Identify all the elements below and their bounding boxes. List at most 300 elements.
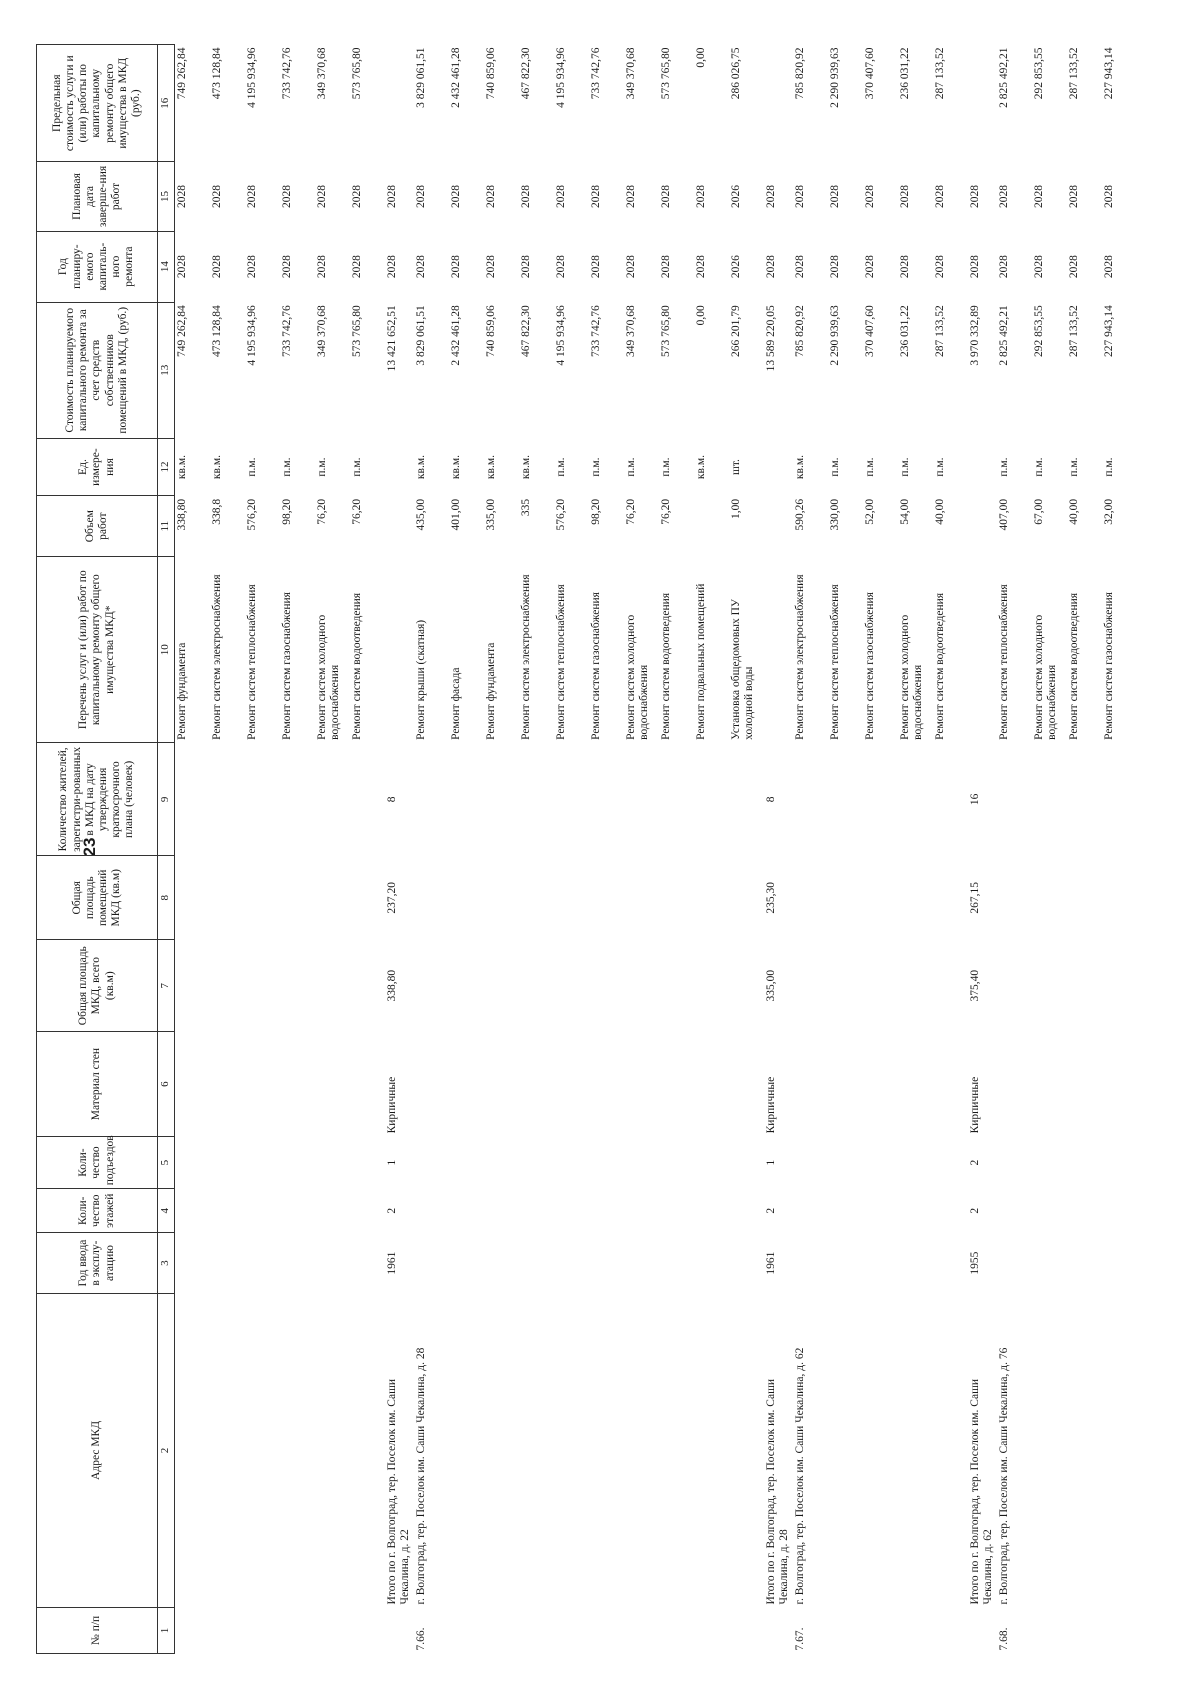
cell-volume: 335,00 xyxy=(485,498,497,531)
cell-area-total xyxy=(1032,940,1067,1032)
cell-entrances: 1 xyxy=(386,1159,398,1166)
cell-floors xyxy=(519,1189,554,1233)
cell-year: 2026 xyxy=(730,255,742,279)
cell-material xyxy=(863,1032,898,1137)
cell-area-rooms xyxy=(1067,856,1102,940)
cell-work xyxy=(764,557,793,743)
cell-volume xyxy=(385,496,414,557)
cell-date: 2028 xyxy=(246,184,258,208)
cell-work: Ремонт систем теплоснабжения xyxy=(246,584,258,740)
cell-entrances xyxy=(414,1136,449,1188)
cell-entrances xyxy=(659,1136,694,1188)
cell-limit: 467 822,30 xyxy=(520,47,532,100)
cell-entrances xyxy=(210,1136,245,1188)
cell-work: Ремонт систем электроснабжения xyxy=(211,574,223,740)
cell-floors xyxy=(828,1189,863,1233)
cell-floors xyxy=(484,1189,519,1233)
cell-no xyxy=(385,1607,414,1653)
header-cell: Год ввода в эксплу-атацию xyxy=(37,1233,158,1294)
cell-residents xyxy=(210,743,245,856)
cell-limit: 236 031,22 xyxy=(899,47,911,100)
cell-residents xyxy=(414,743,449,856)
cell-year: 2028 xyxy=(829,255,841,279)
column-number: 1 xyxy=(158,1607,175,1653)
cell-volume: 401,00 xyxy=(450,498,462,531)
cell-no xyxy=(589,1607,624,1653)
cell-volume: 40,00 xyxy=(1068,498,1080,525)
cell-area-rooms: 235,30 xyxy=(765,881,777,914)
cell-area-total: 375,40 xyxy=(969,969,981,1002)
cell-area-rooms xyxy=(519,856,554,940)
cell-cost: 749 262,84 xyxy=(176,305,188,357)
cell-floors xyxy=(315,1189,350,1233)
cell-cost: 349 370,68 xyxy=(625,305,637,357)
cell-year: 2028 xyxy=(660,255,672,279)
cell-built xyxy=(863,1233,898,1294)
cell-built xyxy=(793,1233,828,1294)
cell-volume: 407,00 xyxy=(998,498,1010,531)
cell-work: Ремонт систем газоснабжения xyxy=(281,592,293,740)
cell-residents xyxy=(519,743,554,856)
cell-floors xyxy=(1102,1189,1137,1233)
cell-address xyxy=(280,1293,315,1607)
cell-address xyxy=(694,1293,729,1607)
cell-limit: 4 195 934,96 xyxy=(555,47,567,108)
cell-entrances xyxy=(1102,1136,1137,1188)
cell-residents: 16 xyxy=(969,793,981,806)
cell-cost: 236 031,22 xyxy=(899,305,911,357)
cell-cost: 370 407,60 xyxy=(864,305,876,357)
cell-year: 2028 xyxy=(316,255,328,279)
cell-address xyxy=(863,1293,898,1607)
cell-address xyxy=(245,1293,280,1607)
cell-limit: 370 407,60 xyxy=(864,47,876,100)
table-row xyxy=(694,45,729,1654)
cell-unit: п.м. xyxy=(934,457,946,477)
cell-floors xyxy=(694,1189,729,1233)
cell-area-total xyxy=(350,940,385,1032)
cell-entrances xyxy=(175,1136,211,1188)
cell-limit: 740 859,06 xyxy=(485,47,497,100)
column-number: 8 xyxy=(158,856,175,940)
cell-built: 1961 xyxy=(386,1251,398,1275)
cell-material xyxy=(1067,1032,1102,1137)
column-number: 9 xyxy=(158,743,175,856)
cell-unit: кв.м. xyxy=(415,455,427,480)
cell-year: 2028 xyxy=(1033,255,1045,279)
cell-unit: п.м. xyxy=(316,457,328,477)
cell-address xyxy=(898,1293,933,1607)
cell-area-total xyxy=(863,940,898,1032)
cell-work: Ремонт систем теплоснабжения xyxy=(998,584,1010,740)
cell-work xyxy=(968,557,997,743)
cell-entrances xyxy=(484,1136,519,1188)
cell-area-total xyxy=(694,940,729,1032)
cell-no: 7.67. xyxy=(794,1627,806,1651)
cell-cost: 3 829 061,51 xyxy=(415,305,427,366)
cell-entrances xyxy=(863,1136,898,1188)
cell-limit xyxy=(968,45,997,162)
cell-area-total xyxy=(997,940,1032,1032)
cell-cost: 740 859,06 xyxy=(485,305,497,357)
cell-limit: 733 742,76 xyxy=(281,47,293,100)
cell-floors xyxy=(554,1189,589,1233)
cell-year: 2028 xyxy=(351,255,363,279)
cell-area-total xyxy=(624,940,659,1032)
cell-volume: 32,00 xyxy=(1103,498,1115,525)
cell-address: Итого по г. Волгоград, тер. Поселок им. Саши Чекалина, д. 22 xyxy=(386,1378,412,1605)
cell-built xyxy=(694,1233,729,1294)
cell-unit: п.м. xyxy=(829,457,841,477)
cell-material xyxy=(793,1032,828,1137)
cell-volume: 76,20 xyxy=(316,498,328,525)
cell-area-total xyxy=(245,940,280,1032)
cell-cost: 467 822,30 xyxy=(520,305,532,357)
table-row xyxy=(449,45,484,1654)
cell-area-rooms xyxy=(1032,856,1067,940)
table-row xyxy=(624,45,659,1654)
cell-residents xyxy=(694,743,729,856)
column-number: 3 xyxy=(158,1233,175,1294)
cell-work: Ремонт систем электроснабжения xyxy=(520,574,532,740)
cell-unit: п.м. xyxy=(555,457,567,477)
cell-area-rooms xyxy=(898,856,933,940)
cell-year: 2028 xyxy=(450,255,462,279)
cell-volume: 1,00 xyxy=(730,498,742,519)
cell-work: Ремонт систем холодного водоснабжения xyxy=(316,614,342,740)
cell-area-total xyxy=(793,940,828,1032)
cell-residents xyxy=(624,743,659,856)
cell-built xyxy=(828,1233,863,1294)
cell-built xyxy=(484,1233,519,1294)
cell-address: Итого по г. Волгоград, тер. Поселок им. Саши Чекалина, д. 28 xyxy=(765,1378,791,1605)
cell-date: 2028 xyxy=(415,184,427,208)
cell-date: 2028 xyxy=(998,184,1010,208)
cell-date: 2028 xyxy=(386,184,398,208)
cell-no xyxy=(694,1607,729,1653)
cell-residents xyxy=(554,743,589,856)
cell-residents xyxy=(315,743,350,856)
cell-address xyxy=(828,1293,863,1607)
cell-entrances xyxy=(729,1136,764,1188)
cell-address xyxy=(589,1293,624,1607)
cell-limit: 733 742,76 xyxy=(590,47,602,100)
header-cell: Коли-чество этажей xyxy=(37,1189,158,1233)
cell-limit: 473 128,84 xyxy=(211,47,223,100)
cell-volume: 40,00 xyxy=(934,498,946,525)
cell-date: 2028 xyxy=(829,184,841,208)
cell-year: 2028 xyxy=(625,255,637,279)
cell-residents xyxy=(793,743,828,856)
header-cell: № п/п xyxy=(37,1607,158,1653)
cell-address xyxy=(1067,1293,1102,1607)
cell-no xyxy=(280,1607,315,1653)
cell-floors xyxy=(449,1189,484,1233)
column-number: 13 xyxy=(158,302,175,438)
cell-unit: шт. xyxy=(730,459,742,475)
cell-material: Кирпичные xyxy=(386,1076,398,1134)
cell-limit: 2 825 492,21 xyxy=(998,47,1010,108)
cell-area-total xyxy=(175,940,211,1032)
header-cell: Год планиру-емого капиталь-ного ремонта xyxy=(37,231,158,302)
cell-address: Итого по г. Волгоград, тер. Поселок им. Саши Чекалина, д. 62 xyxy=(969,1378,995,1605)
cell-area-total xyxy=(414,940,449,1032)
cell-work: Ремонт фундамента xyxy=(485,642,497,740)
cell-no xyxy=(449,1607,484,1653)
cell-cost: 4 195 934,96 xyxy=(246,305,258,366)
cell-volume: 590,26 xyxy=(794,498,806,531)
cell-entrances xyxy=(554,1136,589,1188)
cell-built xyxy=(315,1233,350,1294)
cell-work: Ремонт систем водоотведения xyxy=(934,592,946,740)
cell-built xyxy=(210,1233,245,1294)
cell-date: 2028 xyxy=(176,184,188,208)
cell-area-rooms xyxy=(449,856,484,940)
cell-address xyxy=(1102,1293,1137,1607)
cell-date: 2028 xyxy=(316,184,328,208)
cell-area-rooms xyxy=(863,856,898,940)
cell-area-total xyxy=(828,940,863,1032)
cell-entrances xyxy=(280,1136,315,1188)
cell-area-total xyxy=(898,940,933,1032)
cell-material xyxy=(624,1032,659,1137)
cell-residents xyxy=(245,743,280,856)
cell-work: Ремонт фундамента xyxy=(176,642,188,740)
cell-work: Ремонт систем газоснабжения xyxy=(590,592,602,740)
cell-limit: 287 133,52 xyxy=(934,47,946,100)
cell-no xyxy=(659,1607,694,1653)
cell-work: Ремонт систем холодного водоснабжения xyxy=(625,614,651,740)
cell-limit: 0,00 xyxy=(695,47,707,68)
header-row xyxy=(37,45,158,1654)
cell-unit: п.м. xyxy=(246,457,258,477)
total-row xyxy=(968,45,997,1654)
cell-date: 2028 xyxy=(1068,184,1080,208)
cell-entrances xyxy=(350,1136,385,1188)
table-body xyxy=(175,45,1138,1654)
column-number: 15 xyxy=(158,162,175,231)
cell-cost: 349 370,68 xyxy=(316,305,328,357)
cell-no xyxy=(484,1607,519,1653)
cell-material xyxy=(694,1032,729,1137)
cell-year: 2028 xyxy=(176,255,188,279)
cell-address xyxy=(315,1293,350,1607)
cell-limit: 2 290 939,63 xyxy=(829,47,841,108)
table-row xyxy=(589,45,624,1654)
cell-material xyxy=(589,1032,624,1137)
table-row xyxy=(175,45,211,1654)
cell-material xyxy=(350,1032,385,1137)
cell-unit: кв.м. xyxy=(176,455,188,480)
cell-address xyxy=(729,1293,764,1607)
cell-year: 2028 xyxy=(969,255,981,279)
table-row xyxy=(1067,45,1102,1654)
column-number: 7 xyxy=(158,940,175,1032)
cell-built xyxy=(1102,1233,1137,1294)
cell-area-total xyxy=(280,940,315,1032)
cell-work: Ремонт крыши (скатная) xyxy=(415,619,427,740)
table-row xyxy=(997,45,1032,1654)
cell-no xyxy=(554,1607,589,1653)
cell-entrances xyxy=(1032,1136,1067,1188)
cell-area-rooms xyxy=(175,856,211,940)
cell-volume xyxy=(694,496,729,557)
cell-entrances xyxy=(449,1136,484,1188)
cell-material xyxy=(933,1032,968,1137)
header-cell: Материал стен xyxy=(37,1032,158,1137)
cell-built xyxy=(350,1233,385,1294)
cell-no xyxy=(1102,1607,1137,1653)
cell-built xyxy=(414,1233,449,1294)
table-row xyxy=(1032,45,1067,1654)
cell-no xyxy=(1032,1607,1067,1653)
cell-residents xyxy=(933,743,968,856)
cell-volume: 76,20 xyxy=(351,498,363,525)
cell-area-rooms xyxy=(280,856,315,940)
cell-area-rooms xyxy=(350,856,385,940)
cell-date: 2028 xyxy=(695,184,707,208)
cell-limit: 749 262,84 xyxy=(176,47,188,100)
cell-limit: 349 370,68 xyxy=(625,47,637,100)
cell-cost: 227 943,14 xyxy=(1103,305,1115,357)
table-row xyxy=(554,45,589,1654)
cell-unit: п.м. xyxy=(351,457,363,477)
cell-residents xyxy=(280,743,315,856)
table-row xyxy=(519,45,554,1654)
cell-volume: 98,20 xyxy=(590,498,602,525)
cell-unit xyxy=(968,438,997,496)
cell-area-total xyxy=(484,940,519,1032)
cell-entrances xyxy=(624,1136,659,1188)
cell-address xyxy=(624,1293,659,1607)
column-number: 11 xyxy=(158,496,175,557)
cell-limit: 227 943,14 xyxy=(1103,47,1115,100)
cell-work: Ремонт систем холодного водоснабжения xyxy=(1033,614,1059,740)
cell-no xyxy=(933,1607,968,1653)
cell-cost: 785 820,92 xyxy=(794,305,806,357)
cell-built xyxy=(1032,1233,1067,1294)
cell-address xyxy=(519,1293,554,1607)
cell-area-rooms: 237,20 xyxy=(386,881,398,914)
cell-no xyxy=(519,1607,554,1653)
cell-unit: п.м. xyxy=(1068,457,1080,477)
total-row xyxy=(385,45,414,1654)
cell-area-rooms xyxy=(1102,856,1137,940)
cell-cost: 3 970 332,89 xyxy=(969,305,981,366)
cell-floors xyxy=(210,1189,245,1233)
cell-date: 2028 xyxy=(211,184,223,208)
cell-limit: 286 026,75 xyxy=(730,47,742,100)
table-row xyxy=(210,45,245,1654)
cell-residents xyxy=(659,743,694,856)
cell-no xyxy=(175,1607,211,1653)
cell-unit: кв.м. xyxy=(794,455,806,480)
cell-volume: 54,00 xyxy=(899,498,911,525)
cell-built xyxy=(624,1233,659,1294)
cell-no xyxy=(828,1607,863,1653)
cell-entrances xyxy=(793,1136,828,1188)
cell-no xyxy=(245,1607,280,1653)
cell-area-rooms xyxy=(933,856,968,940)
cell-floors xyxy=(1067,1189,1102,1233)
cell-date: 2028 xyxy=(1103,184,1115,208)
cell-cost: 2 825 492,21 xyxy=(998,305,1010,366)
cell-area-rooms xyxy=(315,856,350,940)
cell-volume: 67,00 xyxy=(1033,498,1045,525)
cell-material xyxy=(210,1032,245,1137)
cell-floors xyxy=(793,1189,828,1233)
cell-entrances xyxy=(519,1136,554,1188)
cell-work: Ремонт систем теплоснабжения xyxy=(829,584,841,740)
header-cell: Коли-чество подъездов xyxy=(37,1136,158,1188)
header-cell: Ед. измере-ния xyxy=(37,438,158,496)
cell-area-total xyxy=(933,940,968,1032)
cell-date: 2026 xyxy=(730,184,742,208)
cell-cost: 13 421 652,51 xyxy=(386,305,398,372)
cell-address xyxy=(210,1293,245,1607)
cell-built xyxy=(729,1233,764,1294)
cell-work xyxy=(385,557,414,743)
cell-residents xyxy=(1032,743,1067,856)
cell-entrances xyxy=(828,1136,863,1188)
cell-entrances xyxy=(315,1136,350,1188)
cell-no xyxy=(350,1607,385,1653)
cell-built xyxy=(898,1233,933,1294)
cell-year: 2028 xyxy=(211,255,223,279)
cell-entrances xyxy=(694,1136,729,1188)
cell-volume: 330,00 xyxy=(829,498,841,531)
cell-area-total xyxy=(1067,940,1102,1032)
cell-residents xyxy=(589,743,624,856)
cell-date: 2028 xyxy=(555,184,567,208)
cell-address xyxy=(554,1293,589,1607)
cell-material xyxy=(519,1032,554,1137)
table-row xyxy=(793,45,828,1654)
cell-cost: 473 128,84 xyxy=(211,305,223,357)
cell-volume: 338,80 xyxy=(176,498,188,531)
header-cell: Адрес МКД xyxy=(37,1293,158,1607)
cell-no: 7.68. xyxy=(998,1627,1010,1651)
cell-address: г. Волгоград, тер. Поселок им. Саши Чекалина, д. 28 xyxy=(415,1347,427,1605)
table-row xyxy=(863,45,898,1654)
cell-area-total xyxy=(315,940,350,1032)
cell-work: Ремонт подвальных помещений xyxy=(695,583,707,740)
cell-cost: 13 589 220,05 xyxy=(765,305,777,372)
cell-cost: 4 195 934,96 xyxy=(555,305,567,366)
cell-area-rooms xyxy=(210,856,245,940)
cell-date: 2028 xyxy=(969,184,981,208)
cell-built xyxy=(554,1233,589,1294)
header-cell: Объем работ xyxy=(37,496,158,557)
cell-year: 2028 xyxy=(520,255,532,279)
cell-material xyxy=(828,1032,863,1137)
cell-date: 2028 xyxy=(864,184,876,208)
cell-material xyxy=(280,1032,315,1137)
cell-cost: 733 742,76 xyxy=(590,305,602,357)
cell-built xyxy=(175,1233,211,1294)
cell-year: 2028 xyxy=(695,255,707,279)
cell-floors xyxy=(997,1189,1032,1233)
cell-area-total xyxy=(210,940,245,1032)
table-row xyxy=(484,45,519,1654)
cell-no xyxy=(898,1607,933,1653)
total-row xyxy=(764,45,793,1654)
cell-residents xyxy=(175,743,211,856)
cell-cost: 573 765,80 xyxy=(351,305,363,357)
cell-year: 2028 xyxy=(765,255,777,279)
cell-area-rooms xyxy=(624,856,659,940)
cell-area-total xyxy=(729,940,764,1032)
